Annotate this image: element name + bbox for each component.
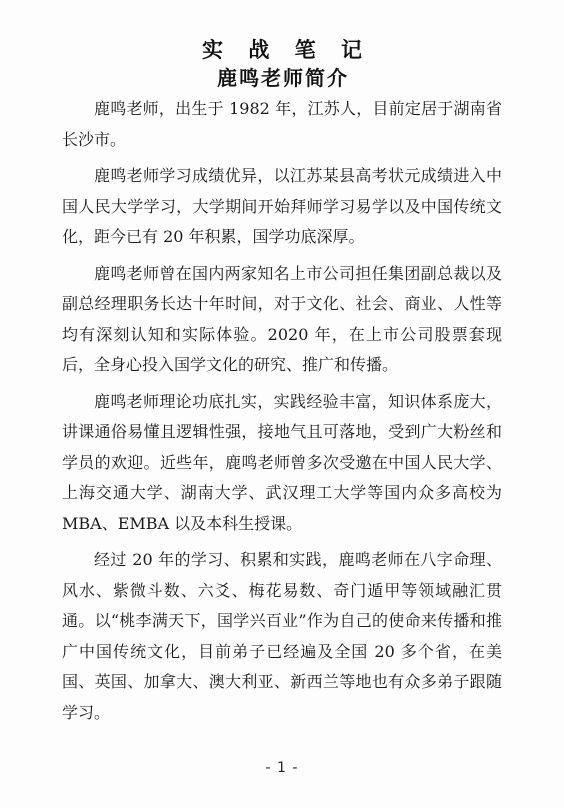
paragraph-birth: 鹿鸣老师，出生于 1982 年，江苏人，目前定居于湖南省长沙市。 (62, 99, 502, 149)
paragraph-education: 鹿鸣老师学习成绩优异，以江苏某县高考状元成绩进入中国人民大学学习，大学期间开始拜师学习易学以及中国传统文化，距今已有 20 年积累，国学功底深厚。 (62, 166, 502, 246)
document-title: 实 战 笔 记 (202, 38, 371, 62)
paragraph-teaching: 鹿鸣老师理论功底扎实，实践经验丰富，知识体系庞大，讲课通俗易懂且逻辑性强，接地气且可落地，受到广大粉丝和学员的欢迎。近些年，鹿鸣老师曾多次受邀在中国人民大学、上海交通大学、湖南大学、武汉理工大学等国内众多高校为 MBA、EMBA 以及本科生授课。 (62, 391, 502, 533)
paragraph-career: 鹿鸣老师曾在国内两家知名上市公司担任集团副总裁以及副总经理职务长达十年时间，对于文化、社会、商业、人性等均有深刻认知和实际体验。2020 年，在上市公司股票套现后，全身心投入国学文化的研究、推广和传播。 (62, 263, 502, 374)
paragraph-expertise: 经过 20 年的学习、积累和实践，鹿鸣老师在八字命理、风水、紫微斗数、六爻、梅花易数、奇门遁甲等领域融汇贯通。以“桃李满天下，国学兴百业”作为自己的使命来传播和推广中国传统文化，目前弟子已经遍及全国 20 多个省，在美国、英国、加拿大、澳大利亚、新西兰等地也有众多弟子跟随学习。 (62, 550, 502, 722)
document-body (62, 94, 502, 734)
document-subtitle: 鹿鸣老师简介 (217, 66, 349, 90)
page-number: - 1 - (265, 760, 299, 776)
